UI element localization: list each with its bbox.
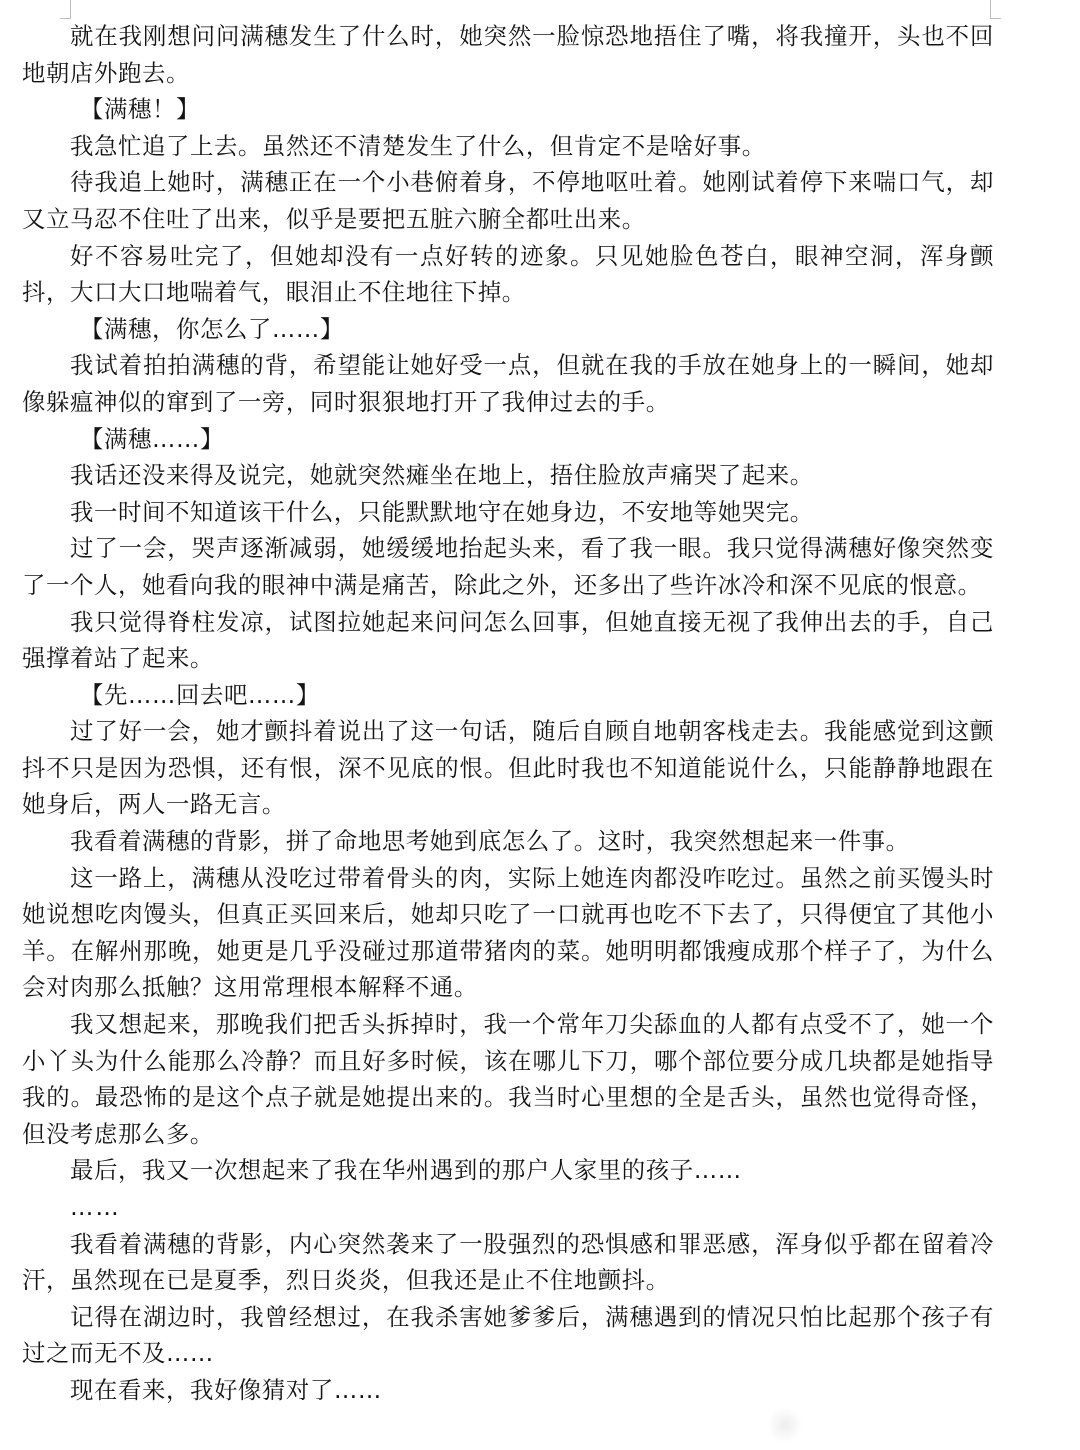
paragraph: 我看着满穗的背影，内心突然袭来了一股强烈的恐惧感和罪恶感，浑身似乎都在留着冷汗，虽然现在已是夏季，烈日炎炎，但我还是止不住地颤抖。: [22, 1229, 994, 1295]
paragraph: 我只觉得脊柱发凉，试图拉她起来问问怎么回事，但她直接无视了我伸出去的手，自己强撑着站了起来。: [22, 607, 994, 673]
dialogue-line: 【先……回去吧……】: [80, 680, 320, 709]
paragraph: 这一路上，满穗从没吃过带着骨头的肉，实际上她连肉都没咋吃过。虽然之前买馒头时她说想吃肉馒头，但真正买回来后，她却只吃了一口就再也吃不下去了，只得便宜了其他小羊。在解州那晚，她更是几乎没碰过那道带猪肉的菜。她明明都饿瘦成那个样子了，为什么会对肉那么抵触？这用常理根本解释不通。: [22, 863, 994, 1002]
dialogue-line: 【满穗，你怎么了……】: [80, 314, 344, 343]
ellipsis-line: ……: [70, 1193, 121, 1221]
paragraph: 我看着满穗的背影，拼了命地思考她到底怎么了。这时，我突然想起来一件事。: [70, 827, 910, 856]
paragraph: 过了好一会，她才颤抖着说出了这一句话，随后自顾自地朝客栈走去。我能感觉到这颤抖不只是因为恐惧，还有恨，深不见底的恨。但此时我也不知道能说什么，只能静静地跟在她身后，两人一路无言。: [22, 717, 994, 819]
page-corner-mark-right: [990, 0, 1001, 19]
document-body: [22, 18, 994, 1409]
dialogue-line: 【满穗！】: [80, 95, 200, 124]
paragraph: 我急忙追了上去。虽然还不清楚发生了什么，但肯定不是啥好事。: [70, 131, 766, 160]
paragraph: 我试着拍拍满穗的背，希望能让她好受一点，但就在我的手放在她身上的一瞬间，她却像躲瘟神似的窜到了一旁，同时狠狠地打开了我伸过去的手。: [22, 351, 994, 416]
page-corner-mark-left: [60, 0, 71, 19]
dialogue-line: 【满穗……】: [80, 424, 224, 453]
paragraph: 我又想起来，那晚我们把舌头拆掉时，我一个常年刀尖舔血的人都有点受不了，她一个小丫头为什么能那么冷静？而且好多时候，该在哪儿下刀，哪个部位要分成几块都是她指导我的。最恐怖的是这个点子就是她提出来的。我当时心里想的全是舌头，虽然也觉得奇怪，但没考虑那么多。: [22, 1010, 994, 1148]
paragraph: 我一时间不知道该干什么，只能默默地守在她身边，不安地等她哭完。: [70, 497, 814, 526]
paragraph: 我话还没来得及说完，她就突然瘫坐在地上，捂住脸放声痛哭了起来。: [70, 461, 814, 490]
paragraph: 记得在湖边时，我曾经想过，在我杀害她爹爹后，满穗遇到的情况只怕比起那个孩子有过之而无不及……: [22, 1302, 994, 1368]
paragraph: 现在看来，我好像猜对了……: [70, 1375, 382, 1404]
paragraph: 好不容易吐完了，但她却没有一点好转的迹象。只见她脸色苍白，眼神空洞，浑身颤抖，大口大口地喘着气，眼泪止不住地往下掉。: [22, 241, 994, 307]
paragraph: 最后，我又一次想起来了我在华州遇到的那户人家里的孩子……: [70, 1156, 742, 1185]
paragraph: 待我追上她时，满穗正在一个小巷俯着身，不停地呕吐着。她刚试着停下来喘口气，却又立马忍不住吐了出来，似乎是要把五脏六腑全都吐出来。: [22, 168, 994, 233]
faint-smudge-mark: [768, 1408, 802, 1442]
paragraph: 过了一会，哭声逐渐减弱，她缓缓地抬起头来，看了我一眼。我只觉得满穗好像突然变了一个人，她看向我的眼神中满是痛苦，除此之外，还多出了些许冰冷和深不见底的恨意。: [22, 534, 994, 599]
paragraph: 就在我刚想问问满穗发生了什么时，她突然一脸惊恐地捂住了嘴，将我撞开，头也不回地朝店外跑去。: [22, 22, 994, 87]
